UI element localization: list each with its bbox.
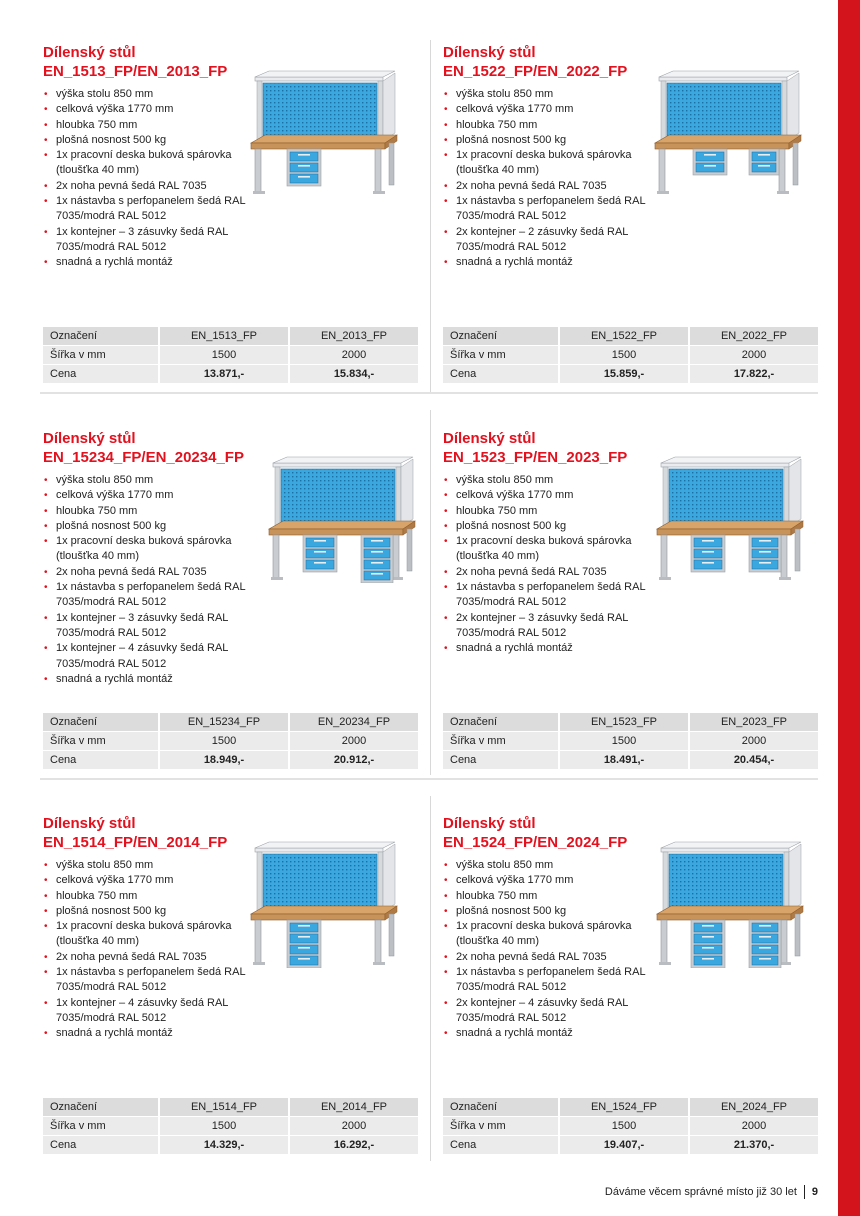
- spec-item: • hloubka 750 mm: [443, 889, 663, 904]
- row-value: 1500: [159, 1117, 289, 1136]
- row-value: 13.871,-: [159, 365, 289, 384]
- row-label: Cena: [443, 365, 559, 384]
- spec-item: • plošná nosnost 500 kg: [443, 904, 663, 919]
- row-value: 20.912,-: [289, 751, 418, 770]
- spec-list: [43, 858, 263, 1042]
- spec-item: • 1x nástavba s perfopanelem šedá RAL 7035/modrá RAL 5012: [43, 194, 263, 225]
- spec-item: • výška stolu 850 mm: [43, 87, 263, 102]
- spec-item: • snadná a rychlá montáž: [443, 255, 663, 270]
- footer-separator: [804, 1185, 805, 1199]
- spec-item: • celková výška 1770 mm: [43, 873, 263, 888]
- product-title: Dílenský stůl EN_1514_FP/EN_2014_FP: [43, 815, 228, 851]
- row-value: 19.407,-: [559, 1136, 689, 1155]
- row-value: 2000: [289, 732, 418, 751]
- spec-item: • 2x noha pevná šedá RAL 7035: [443, 565, 663, 580]
- spec-item: • 2x noha pevná šedá RAL 7035: [43, 950, 263, 965]
- row-value: EN_15234_FP: [159, 713, 289, 732]
- row-value: 21.370,-: [689, 1136, 818, 1155]
- row-label: Šířka v mm: [43, 346, 159, 365]
- row-value: 1500: [559, 1117, 689, 1136]
- price-table: [43, 1098, 418, 1155]
- row-value: EN_2024_FP: [689, 1098, 818, 1117]
- header-row: [443, 327, 818, 346]
- spec-item: • 2x kontejner – 4 zásuvky šedá RAL 7035/modrá RAL 5012: [443, 996, 663, 1027]
- spec-item: • 1x nástavba s perfopanelem šedá RAL 7035/modrá RAL 5012: [43, 580, 263, 611]
- row-value: EN_1523_FP: [559, 713, 689, 732]
- spec-item: • 2x noha pevná šedá RAL 7035: [43, 565, 263, 580]
- spec-item: • hloubka 750 mm: [43, 889, 263, 904]
- spec-item: • 2x kontejner – 2 zásuvky šedá RAL 7035/modrá RAL 5012: [443, 225, 663, 256]
- row-value: EN_1513_FP: [159, 327, 289, 346]
- header-row: [443, 1098, 818, 1117]
- header-row: [443, 713, 818, 732]
- width-row: [43, 732, 418, 751]
- row-label: Cena: [43, 1136, 159, 1155]
- row-value: 2000: [689, 1117, 818, 1136]
- price-row: [43, 751, 418, 770]
- spec-item: • výška stolu 850 mm: [43, 473, 263, 488]
- row-value: 2000: [689, 732, 818, 751]
- spec-item: • výška stolu 850 mm: [443, 858, 663, 873]
- row-value: 1500: [559, 732, 689, 751]
- row-value: 18.949,-: [159, 751, 289, 770]
- spec-list: [443, 473, 663, 657]
- product-title: Dílenský stůl EN_1524_FP/EN_2024_FP: [443, 815, 628, 851]
- spec-item: • výška stolu 850 mm: [443, 87, 663, 102]
- row-value: 2000: [689, 346, 818, 365]
- row-value: 15.859,-: [559, 365, 689, 384]
- product-title: Dílenský stůl EN_1523_FP/EN_2023_FP: [443, 430, 628, 466]
- spec-item: • plošná nosnost 500 kg: [443, 133, 663, 148]
- row-value: EN_2013_FP: [289, 327, 418, 346]
- width-row: [443, 732, 818, 751]
- row-divider: [40, 392, 818, 394]
- product-block-1: [43, 43, 418, 380]
- row-label: Šířka v mm: [443, 732, 559, 751]
- spec-item: • plošná nosnost 500 kg: [443, 519, 663, 534]
- spec-item: • 1x pracovní deska buková spárovka (tloušťka 40 mm): [43, 919, 263, 950]
- row-value: 2000: [289, 1117, 418, 1136]
- row-divider: [40, 778, 818, 780]
- row-value: 16.292,-: [289, 1136, 418, 1155]
- spec-item: • celková výška 1770 mm: [43, 102, 263, 117]
- spec-item: • 1x pracovní deska buková spárovka (tloušťka 40 mm): [43, 534, 263, 565]
- spec-item: • snadná a rychlá montáž: [43, 672, 263, 687]
- spec-item: • výška stolu 850 mm: [43, 858, 263, 873]
- spec-list: [443, 858, 663, 1042]
- spec-item: • 1x nástavba s perfopanelem šedá RAL 7035/modrá RAL 5012: [443, 194, 663, 225]
- row-value: 1500: [159, 346, 289, 365]
- row-value: EN_1524_FP: [559, 1098, 689, 1117]
- spec-item: • 1x pracovní deska buková spárovka (tloušťka 40 mm): [43, 148, 263, 179]
- price-row: [43, 365, 418, 384]
- header-row: [43, 327, 418, 346]
- spec-item: • hloubka 750 mm: [43, 504, 263, 519]
- page-number: 9: [811, 1185, 818, 1198]
- spec-item: • celková výška 1770 mm: [443, 102, 663, 117]
- price-table: [43, 713, 418, 770]
- spec-item: • 1x pracovní deska buková spárovka (tloušťka 40 mm): [443, 148, 663, 179]
- spec-item: • celková výška 1770 mm: [43, 488, 263, 503]
- product-block-2: [443, 43, 818, 380]
- row-label: Šířka v mm: [43, 1117, 159, 1136]
- spec-item: • 2x kontejner – 3 zásuvky šedá RAL 7035/modrá RAL 5012: [443, 611, 663, 642]
- row-value: 15.834,-: [289, 365, 418, 384]
- row-value: 20.454,-: [689, 751, 818, 770]
- workbench-image: [249, 69, 399, 202]
- row-label: Šířka v mm: [443, 346, 559, 365]
- row-label: Cena: [443, 751, 559, 770]
- footer-slogan: Dáváme věcem správné místo již 30 let: [604, 1185, 797, 1198]
- row-label: Označení: [443, 1098, 559, 1117]
- spec-item: • 2x noha pevná šedá RAL 7035: [43, 179, 263, 194]
- spec-item: • 1x nástavba s perfopanelem šedá RAL 7035/modrá RAL 5012: [443, 965, 663, 996]
- product-title: Dílenský stůl EN_1522_FP/EN_2022_FP: [443, 44, 628, 80]
- spec-item: • snadná a rychlá montáž: [43, 255, 263, 270]
- spec-list: [43, 473, 263, 687]
- workbench-image: [655, 840, 805, 973]
- row-value: 1500: [159, 732, 289, 751]
- spec-item: • celková výška 1770 mm: [443, 873, 663, 888]
- spec-item: • výška stolu 850 mm: [443, 473, 663, 488]
- row-value: EN_2022_FP: [689, 327, 818, 346]
- row-value: EN_2023_FP: [689, 713, 818, 732]
- column-divider: [430, 40, 431, 392]
- column-divider: [430, 796, 431, 1161]
- workbench-image: [653, 69, 803, 202]
- row-label: Označení: [443, 713, 559, 732]
- price-table: [443, 327, 818, 384]
- header-row: [43, 713, 418, 732]
- spec-item: • snadná a rychlá montáž: [443, 1026, 663, 1041]
- spec-item: • 1x nástavba s perfopanelem šedá RAL 7035/modrá RAL 5012: [443, 580, 663, 611]
- spec-item: • 1x pracovní deska buková spárovka (tloušťka 40 mm): [443, 919, 663, 950]
- page-footer: [605, 1185, 818, 1199]
- product-block-4: [443, 429, 818, 766]
- spec-item: • hloubka 750 mm: [443, 504, 663, 519]
- header-row: [43, 1098, 418, 1117]
- width-row: [43, 346, 418, 365]
- spec-item: • 1x kontejner – 3 zásuvky šedá RAL 7035/modrá RAL 5012: [43, 611, 263, 642]
- workbench-image: [655, 455, 805, 588]
- workbench-image: [249, 840, 399, 973]
- row-value: 1500: [559, 346, 689, 365]
- spec-item: • 1x kontejner – 4 zásuvky šedá RAL 7035/modrá RAL 5012: [43, 996, 263, 1027]
- row-label: Označení: [43, 327, 159, 346]
- spec-item: • 2x noha pevná šedá RAL 7035: [443, 950, 663, 965]
- row-label: Šířka v mm: [443, 1117, 559, 1136]
- row-value: EN_2014_FP: [289, 1098, 418, 1117]
- row-label: Šířka v mm: [43, 732, 159, 751]
- product-block-3: [43, 429, 418, 766]
- spec-item: • 1x nástavba s perfopanelem šedá RAL 7035/modrá RAL 5012: [43, 965, 263, 996]
- workbench-image: [267, 455, 417, 588]
- spec-item: • 2x noha pevná šedá RAL 7035: [443, 179, 663, 194]
- spec-item: • 1x pracovní deska buková spárovka (tloušťka 40 mm): [443, 534, 663, 565]
- price-table: [443, 1098, 818, 1155]
- price-table: [43, 327, 418, 384]
- spec-item: • snadná a rychlá montáž: [443, 641, 663, 656]
- row-value: 14.329,-: [159, 1136, 289, 1155]
- price-row: [443, 365, 818, 384]
- row-label: Označení: [443, 327, 559, 346]
- row-label: Cena: [43, 365, 159, 384]
- width-row: [443, 1117, 818, 1136]
- spec-item: • hloubka 750 mm: [43, 118, 263, 133]
- price-row: [43, 1136, 418, 1155]
- spec-list: [443, 87, 663, 271]
- row-label: Označení: [43, 1098, 159, 1117]
- spec-item: • 1x kontejner – 4 zásuvky šedá RAL 7035/modrá RAL 5012: [43, 641, 263, 672]
- row-label: Cena: [43, 751, 159, 770]
- page-edge-red-bar: [838, 0, 860, 1216]
- row-label: Cena: [443, 1136, 559, 1155]
- row-value: EN_20234_FP: [289, 713, 418, 732]
- column-divider: [430, 410, 431, 775]
- product-block-6: [443, 814, 818, 1151]
- row-value: 2000: [289, 346, 418, 365]
- spec-item: • plošná nosnost 500 kg: [43, 519, 263, 534]
- row-value: 18.491,-: [559, 751, 689, 770]
- price-row: [443, 751, 818, 770]
- row-value: 17.822,-: [689, 365, 818, 384]
- spec-item: • hloubka 750 mm: [443, 118, 663, 133]
- spec-item: • snadná a rychlá montáž: [43, 1026, 263, 1041]
- width-row: [43, 1117, 418, 1136]
- spec-item: • plošná nosnost 500 kg: [43, 904, 263, 919]
- width-row: [443, 346, 818, 365]
- spec-item: • celková výška 1770 mm: [443, 488, 663, 503]
- row-value: EN_1514_FP: [159, 1098, 289, 1117]
- product-title: Dílenský stůl EN_1513_FP/EN_2013_FP: [43, 44, 228, 80]
- product-title: Dílenský stůl EN_15234_FP/EN_20234_FP: [43, 430, 244, 466]
- product-block-5: [43, 814, 418, 1151]
- price-row: [443, 1136, 818, 1155]
- spec-item: • plošná nosnost 500 kg: [43, 133, 263, 148]
- row-label: Označení: [43, 713, 159, 732]
- spec-list: [43, 87, 263, 271]
- row-value: EN_1522_FP: [559, 327, 689, 346]
- spec-item: • 1x kontejner – 3 zásuvky šedá RAL 7035/modrá RAL 5012: [43, 225, 263, 256]
- price-table: [443, 713, 818, 770]
